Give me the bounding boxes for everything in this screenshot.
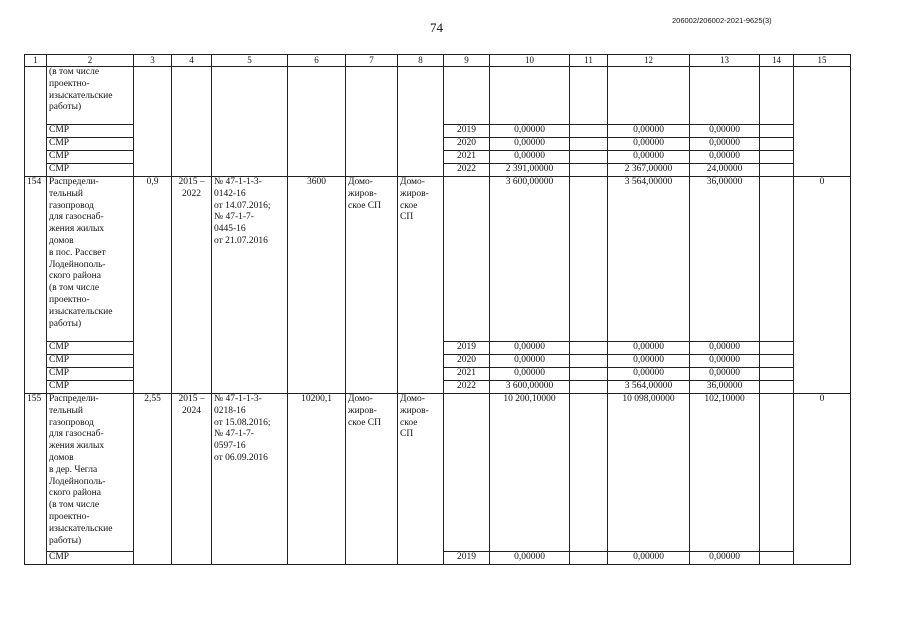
smr-c10: 2 391,00000	[490, 164, 570, 177]
smr-label: СМР	[47, 164, 134, 177]
col-header-15: 15	[794, 55, 851, 67]
continuation-num-cell	[25, 67, 47, 125]
smr-year: 2022	[444, 164, 490, 177]
col-header-8: 8	[398, 55, 444, 67]
item-name: Распредели- тельный газопровод для газоснаб- жения жилых домов в пос. Рассвет Лодейнополь- ского района (в том числе проектно- изыскательские работы)	[47, 177, 134, 342]
smr-year: 2019	[444, 125, 490, 138]
smr-c12: 0,00000	[608, 151, 690, 164]
num-cell	[25, 138, 47, 151]
smr-c10: 0,00000	[490, 368, 570, 381]
col-header-7: 7	[346, 55, 398, 67]
item-c11	[570, 177, 608, 342]
smr-c10: 0,00000	[490, 138, 570, 151]
col-header-9: 9	[444, 55, 490, 67]
col-header-1: 1	[25, 55, 47, 67]
item-regional: 10 098,00000	[608, 394, 690, 552]
col-header-5: 5	[212, 55, 288, 67]
item-period: 2015 – 2024	[172, 394, 212, 565]
smr-c11	[570, 151, 608, 164]
col-header-2: 2	[47, 55, 134, 67]
smr-c12: 3 564,00000	[608, 381, 690, 394]
item-period: 2015 – 2022	[172, 177, 212, 394]
smr-c14	[760, 138, 794, 151]
item-number: 155	[25, 394, 47, 565]
item-total: 10 200,10000	[490, 394, 570, 552]
item-customer: Домо- жиров- ское СП	[398, 394, 444, 565]
continuation-c5-cell	[212, 67, 288, 177]
smr-c14	[760, 125, 794, 138]
smr-c14	[760, 381, 794, 394]
smr-c13: 0,00000	[690, 355, 760, 368]
item-municipality: Домо- жиров- ское СП	[346, 394, 398, 565]
smr-c14	[760, 552, 794, 565]
smr-c13: 0,00000	[690, 125, 760, 138]
smr-c12: 2 367,00000	[608, 164, 690, 177]
continuation-c14-cell	[760, 67, 794, 125]
item-total: 3 600,00000	[490, 177, 570, 342]
smr-label: СМР	[47, 342, 134, 355]
smr-c14	[760, 164, 794, 177]
item-c11	[570, 394, 608, 552]
smr-label: СМР	[47, 138, 134, 151]
col-header-13: 13	[690, 55, 760, 67]
smr-c13: 0,00000	[690, 368, 760, 381]
item-number: 154	[25, 177, 47, 394]
smr-c12: 0,00000	[608, 125, 690, 138]
smr-c13: 36,00000	[690, 381, 760, 394]
smr-year: 2020	[444, 138, 490, 151]
item-row	[25, 177, 851, 342]
continuation-c15-cell	[794, 67, 851, 177]
continuation-c7-cell	[346, 67, 398, 177]
smr-c12: 0,00000	[608, 368, 690, 381]
item-expertise: № 47-1-1-3- 0218-16 от 15.08.2016; № 47-1-7- 0597-16 от 06.09.2016	[212, 394, 288, 565]
smr-year: 2021	[444, 151, 490, 164]
item-local: 36,00000	[690, 177, 760, 342]
smr-c11	[570, 355, 608, 368]
col-header-6: 6	[288, 55, 346, 67]
continuation-c3-cell	[134, 67, 172, 177]
smr-c14	[760, 355, 794, 368]
col-header-14: 14	[760, 55, 794, 67]
page-number: 74	[430, 20, 443, 35]
item-c14	[760, 394, 794, 552]
continuation-c10-cell	[490, 67, 570, 125]
num-cell	[25, 164, 47, 177]
smr-c11	[570, 342, 608, 355]
num-cell	[25, 151, 47, 164]
smr-label: СМР	[47, 151, 134, 164]
smr-label: СМР	[47, 552, 134, 565]
smr-c12: 0,00000	[608, 552, 690, 565]
smr-c11	[570, 552, 608, 565]
continuation-row	[25, 67, 851, 125]
continuation-c12-cell	[608, 67, 690, 125]
continuation-c6-cell	[288, 67, 346, 177]
item-c14	[760, 177, 794, 342]
smr-year: 2019	[444, 552, 490, 565]
smr-c10: 0,00000	[490, 151, 570, 164]
smr-c11	[570, 381, 608, 394]
register-table	[24, 54, 851, 565]
continuation-c11-cell	[570, 67, 608, 125]
col-header-11: 11	[570, 55, 608, 67]
smr-c14	[760, 368, 794, 381]
smr-c11	[570, 164, 608, 177]
smr-c13: 0,00000	[690, 342, 760, 355]
item-other: 0	[794, 177, 851, 394]
item-cost: 10200,1	[288, 394, 346, 565]
item-cost: 3600	[288, 177, 346, 394]
smr-c14	[760, 151, 794, 164]
continuation-c13-cell	[690, 67, 760, 125]
item-customer: Домо- жиров- ское СП	[398, 177, 444, 394]
smr-c12: 0,00000	[608, 342, 690, 355]
smr-c11	[570, 368, 608, 381]
continuation-name-tail: (в том числе проектно- изыскательские работы)	[47, 67, 134, 125]
smr-year: 2019	[444, 342, 490, 355]
continuation-c4-cell	[172, 67, 212, 177]
item-name: Распредели- тельный газопровод для газоснаб- жения жилых домов в дер. Чегла Лодейнополь- ского района (в том числе проектно- изыскательские работы)	[47, 394, 134, 552]
item-municipality: Домо- жиров- ское СП	[346, 177, 398, 394]
col-header-3: 3	[134, 55, 172, 67]
item-row	[25, 394, 851, 552]
smr-c10: 0,00000	[490, 342, 570, 355]
continuation-c9-cell	[444, 67, 490, 125]
smr-c12: 0,00000	[608, 355, 690, 368]
item-c9	[444, 177, 490, 342]
smr-c11	[570, 138, 608, 151]
smr-c10: 0,00000	[490, 552, 570, 565]
document-code: 206002/206002-2021-9625(3)	[672, 16, 772, 25]
smr-c10: 0,00000	[490, 355, 570, 368]
item-c9	[444, 394, 490, 552]
item-length: 2,55	[134, 394, 172, 565]
item-local: 102,10000	[690, 394, 760, 552]
smr-year: 2021	[444, 368, 490, 381]
smr-c13: 0,00000	[690, 151, 760, 164]
smr-c14	[760, 342, 794, 355]
col-header-4: 4	[172, 55, 212, 67]
smr-c13: 24,00000	[690, 164, 760, 177]
item-expertise: № 47-1-1-3- 0142-16 от 14.07.2016; № 47-1-7- 0445-16 от 21.07.2016	[212, 177, 288, 394]
smr-c12: 0,00000	[608, 138, 690, 151]
smr-year: 2020	[444, 355, 490, 368]
smr-c13: 0,00000	[690, 552, 760, 565]
smr-label: СМР	[47, 368, 134, 381]
smr-label: СМР	[47, 381, 134, 394]
item-regional: 3 564,00000	[608, 177, 690, 342]
smr-label: СМР	[47, 125, 134, 138]
num-cell	[25, 125, 47, 138]
smr-c13: 0,00000	[690, 138, 760, 151]
item-length: 0,9	[134, 177, 172, 394]
smr-label: СМР	[47, 355, 134, 368]
col-header-12: 12	[608, 55, 690, 67]
smr-c10: 3 600,00000	[490, 381, 570, 394]
smr-c11	[570, 125, 608, 138]
item-other: 0	[794, 394, 851, 565]
smr-year: 2022	[444, 381, 490, 394]
continuation-c8-cell	[398, 67, 444, 177]
smr-c10: 0,00000	[490, 125, 570, 138]
col-header-10: 10	[490, 55, 570, 67]
column-header-row	[25, 55, 851, 67]
